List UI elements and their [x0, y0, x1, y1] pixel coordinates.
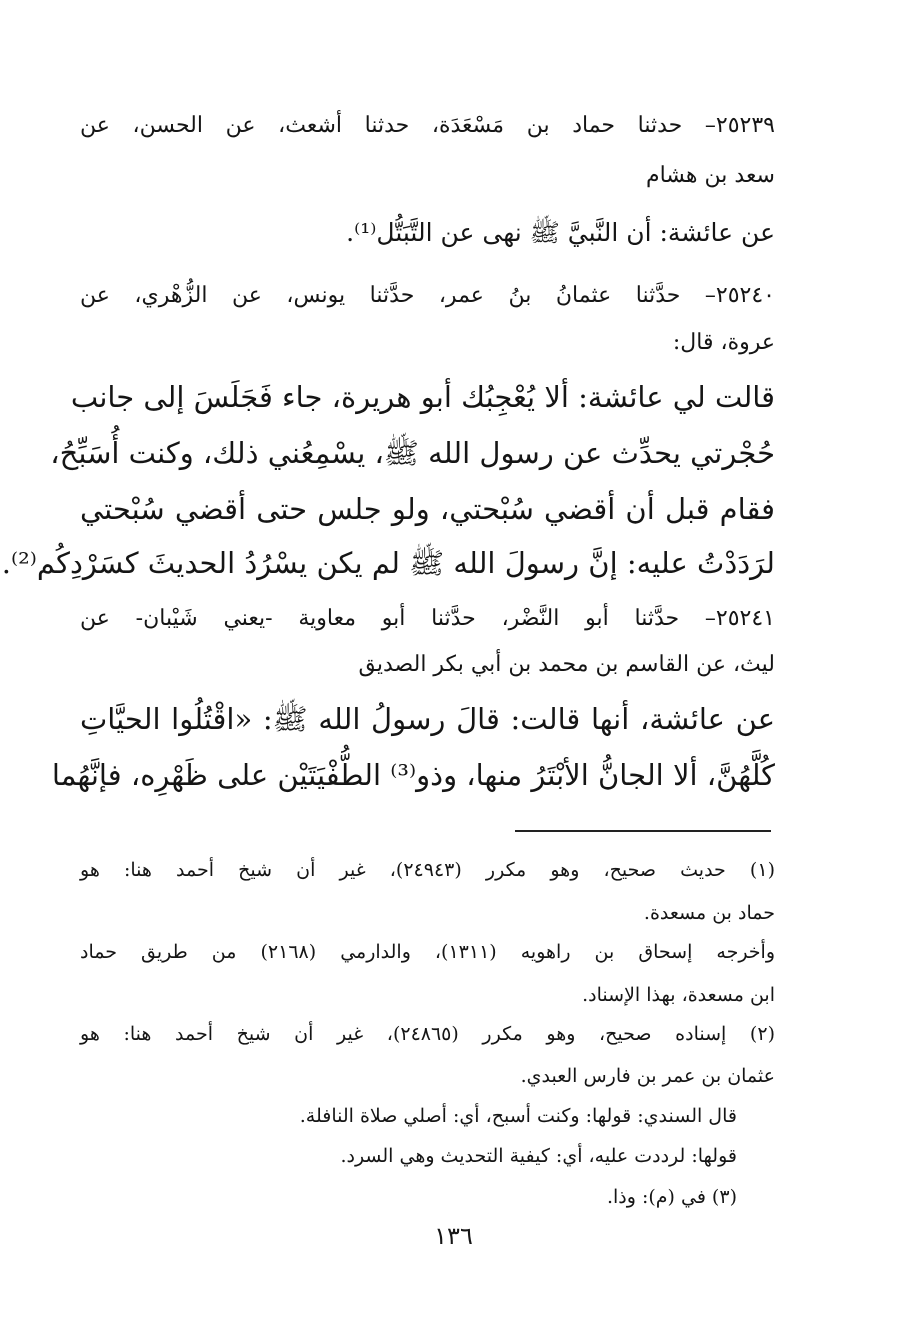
hadith-2240-matn-line-1: قالت لي عائشة: ألا يُعْجِبُك أبو هريرة، جاء فَجَلَسَ إلى جانب	[70, 380, 775, 414]
hadith-2239-isnad-line-1: ٢٥٢٣٩– حدثنا حماد بن مَسْعَدَة، حدثنا أشعث، عن الحسن، عن	[80, 113, 775, 138]
hadith-2241-matn-line-1: عن عائشة، أنها قالت: قالَ رسولُ الله ﷺ: «اقْتُلُوا الحيَّاتِ	[80, 702, 775, 736]
hadith-2240-matn-line-2: حُجْرتي يحدِّث عن رسول الله ﷺ، يسْمِعُني ذلك، وكنت أُسَبِّحُ،	[50, 436, 775, 470]
footnote-1-line-2: حماد بن مسعدة.	[643, 902, 775, 924]
footnote-2-line-4: قولها: لرددت عليه، أي: كيفية التحديث وهي السرد.	[340, 1145, 737, 1167]
footnote-separator	[515, 830, 771, 832]
footnote-1-line-1: (١) حديث صحيح، وهو مكرر (٢٤٩٤٣)، غير أن شيخ أحمد هنا: هو	[80, 859, 775, 881]
hadith-2240-matn-line-4: لرَدَدْتُ عليه: إنَّ رسولَ الله ﷺ لم يكن يسْرُدُ الحديثَ كسَرْدِكُم⁽²⁾.	[1, 546, 775, 580]
page-number: ١٣٦	[434, 1222, 473, 1250]
hadith-2240-isnad-line-1: ٢٥٢٤٠– حدَّثنا عثمانُ بنُ عمر، حدَّثنا يونس، عن الزُّهْري، عن	[80, 283, 775, 308]
footnote-2-line-3: قال السندي: قولها: وكنت أسبح، أي: أصلي صلاة النافلة.	[299, 1105, 737, 1127]
footnote-2-line-1: (٢) إسناده صحيح، وهو مكرر (٢٤٨٦٥)، غير أن شيخ أحمد هنا: هو	[80, 1023, 775, 1045]
hadith-2241-isnad-line-2: ليث، عن القاسم بن محمد بن أبي بكر الصديق	[358, 652, 775, 677]
hadith-2239-isnad-line-2: سعد بن هشام	[645, 163, 775, 188]
footnote-3-line-1: (٣) في (م): وذا.	[606, 1186, 737, 1208]
hadith-2240-matn-line-3: فقام قبل أن أقضي سُبْحتي، ولو جلس حتى أقضي سُبْحتي	[80, 492, 775, 526]
hadith-2241-isnad-line-1: ٢٥٢٤١– حدَّثنا أبو النَّضْر، حدَّثنا أبو معاوية -يعني شَيْبان- عن	[80, 606, 775, 631]
hadith-2241-matn-line-2: كُلَّهُنَّ، ألا الجانُّ الأبْتَرُ منها، وذو⁽³⁾ الطُّفْيَتَيْن على ظَهْرِه، فإنَّهُما	[51, 758, 775, 792]
footnote-2-line-2: عثمان بن عمر بن فارس العبدي.	[520, 1065, 775, 1087]
footnote-1-line-3: وأخرجه إسحاق بن راهويه (١٣١١)، والدارمي (٢١٦٨) من طريق حماد	[80, 941, 775, 963]
hadith-2240-isnad-line-2: عروة، قال:	[672, 330, 775, 355]
footnote-1-line-4: ابن مسعدة، بهذا الإسناد.	[582, 984, 775, 1006]
hadith-2239-matn: عن عائشة: أن النَّبيَّ ﷺ نهى عن التَّبَتُّل⁽¹⁾.	[346, 218, 775, 247]
